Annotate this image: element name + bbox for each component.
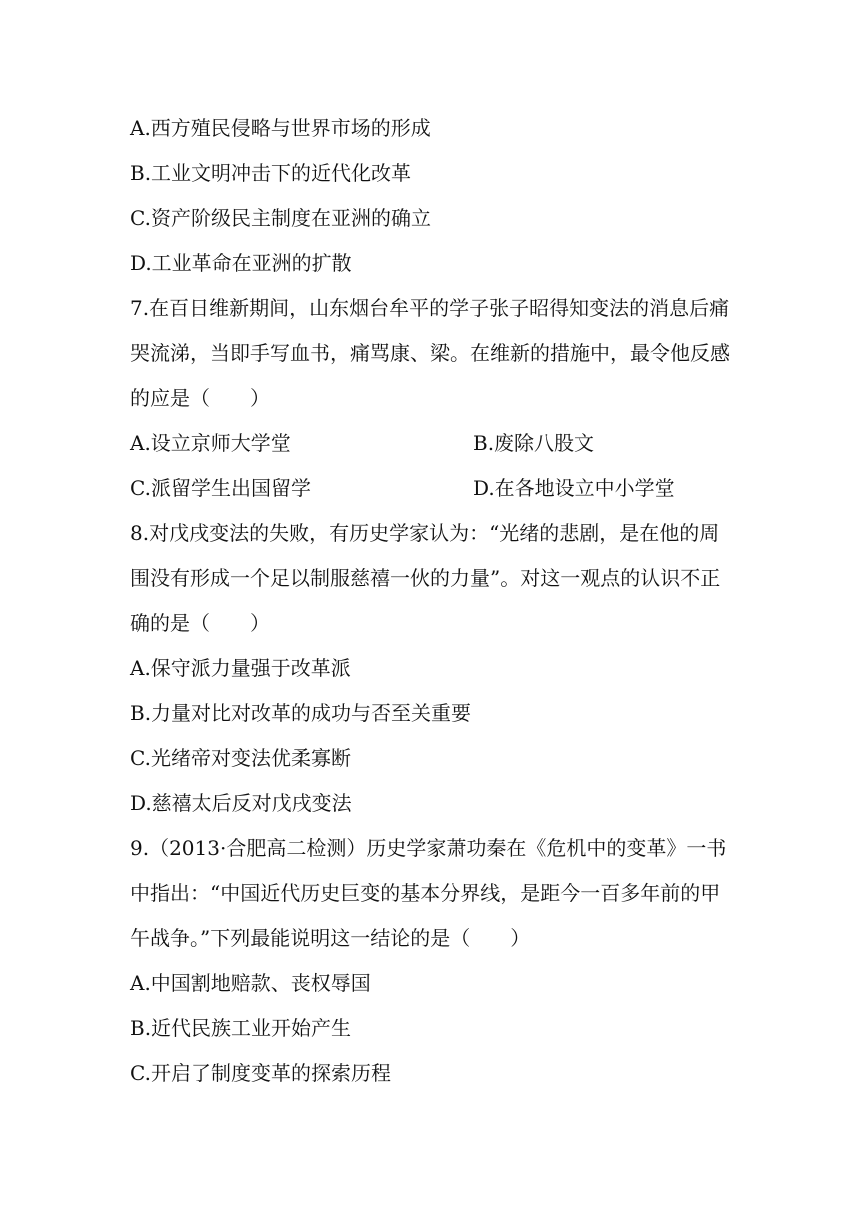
q9-option-b: B.近代民族工业开始产生 <box>130 1016 352 1040</box>
q7-option-b: B.废除八股文 <box>473 431 595 455</box>
q7-option-d: D.在各地设立中小学堂 <box>473 476 675 500</box>
q6-option-a: A.西方殖民侵略与世界市场的形成 <box>130 116 431 140</box>
q8-option-c: C.光绪帝对变法优柔寡断 <box>130 746 351 770</box>
q9-stem-line-1: 9.（2013·合肥高二检测）历史学家萧功秦在《危机中的变革》一书 <box>130 836 727 860</box>
q7-option-c: C.派留学生出国留学 <box>130 476 311 500</box>
q7-stem-line-2: 哭流涕，当即手写血书，痛骂康、梁。在维新的措施中，最令他反感 <box>130 341 730 365</box>
q9-stem-line-3: 午战争。”下列最能说明这一结论的是（ ） <box>130 926 531 950</box>
q8-stem-line-3: 确的是（ ） <box>130 611 270 635</box>
q8-stem-line-2: 围没有形成一个足以制服慈禧一伙的力量”。对这一观点的认识不正 <box>130 566 721 590</box>
q8-option-b: B.力量对比对改革的成功与否至关重要 <box>130 701 472 725</box>
q9-stem-line-2: 中指出：“中国近代历史巨变的基本分界线，是距今一百多年前的甲 <box>130 881 721 905</box>
q7-stem-line-3: 的应是（ ） <box>130 386 270 410</box>
q6-option-c: C.资产阶级民主制度在亚洲的确立 <box>130 206 431 230</box>
q6-option-d: D.工业革命在亚洲的扩散 <box>130 251 352 275</box>
q9-option-a: A.中国割地赔款、丧权辱国 <box>130 971 371 995</box>
q8-option-d: D.慈禧太后反对戊戌变法 <box>130 791 352 815</box>
q6-option-b: B.工业文明冲击下的近代化改革 <box>130 161 412 185</box>
q9-option-c: C.开启了制度变革的探索历程 <box>130 1061 391 1085</box>
q7-stem-line-1: 7.在百日维新期间，山东烟台牟平的学子张子昭得知变法的消息后痛 <box>130 296 730 320</box>
q8-stem-line-1: 8.对戊戌变法的失败，有历史学家认为：“光绪的悲剧，是在他的周 <box>130 521 720 545</box>
q7-option-a: A.设立京师大学堂 <box>130 431 291 455</box>
q8-option-a: A.保守派力量强于改革派 <box>130 656 351 680</box>
